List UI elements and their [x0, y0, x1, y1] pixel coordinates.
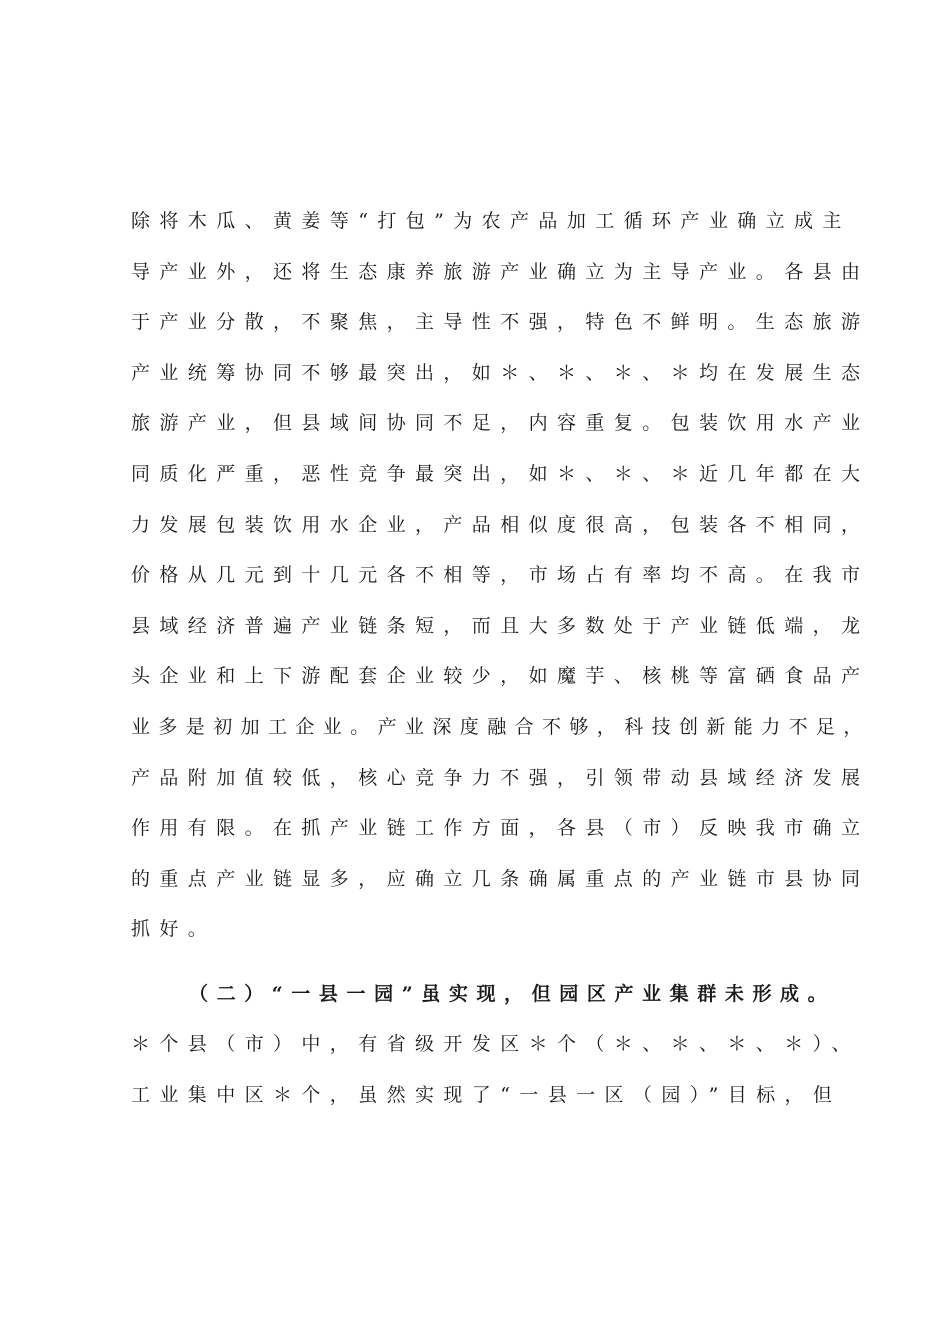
paragraph-line: 导产业外，还将生态康养旅游产业确立为主导产业。各县由: [131, 260, 870, 283]
paragraph-line: 县域经济普遍产业链条短，而且大多数处于产业链低端，龙: [131, 614, 870, 637]
paragraph-line: 力发展包装饮用水企业，产品相似度很高，包装各不相同，: [131, 513, 870, 536]
paragraph-line: 产业统筹协同不够最突出，如＊、＊、＊、＊均在发展生态: [131, 361, 870, 384]
paragraph-line: 于产业分散，不聚焦，主导性不强，特色不鲜明。生态旅游: [131, 311, 870, 334]
paragraph-line: 价格从几元到十几元各不相等，市场占有率均不高。在我市: [131, 564, 870, 587]
paragraph-line: 业多是初加工企业。产业深度融合不够，科技创新能力不足，: [131, 715, 871, 738]
paragraph-line: ＊个县（市）中，有省级开发区＊个（＊、＊、＊、＊）、: [131, 1032, 860, 1055]
paragraph-line: 作用有限。在抓产业链工作方面，各县（市）反映我市确立: [131, 817, 870, 840]
paragraph-line: 的重点产业链显多，应确立几条确属重点的产业链市县协同: [131, 867, 870, 890]
paragraph-line: 工业集中区＊个，虽然实现了“一县一区（园）”目标，但: [131, 1083, 842, 1106]
paragraph-line: 同质化严重，恶性竞争最突出，如＊、＊、＊近几年都在大: [131, 462, 870, 485]
paragraph-line: 除将木瓜、黄姜等“打包”为农产品加工循环产业确立成主: [131, 210, 851, 232]
paragraph-line: 旅游产业，但县域间协同不足，内容重复。包装饮用水产业: [131, 412, 870, 435]
paragraph-line: 产品附加值较低，核心竞争力不强，引领带动县域经济发展: [131, 766, 870, 789]
document-body: [131, 196, 871, 1120]
paragraph-line: 头企业和上下游配套企业较少，如魔芋、核桃等富硒食品产: [131, 665, 870, 688]
section-heading: （二）“一县一园”虽实现，但园区产业集群未形成。: [189, 982, 836, 1005]
paragraph-line: 抓好。: [131, 918, 217, 941]
